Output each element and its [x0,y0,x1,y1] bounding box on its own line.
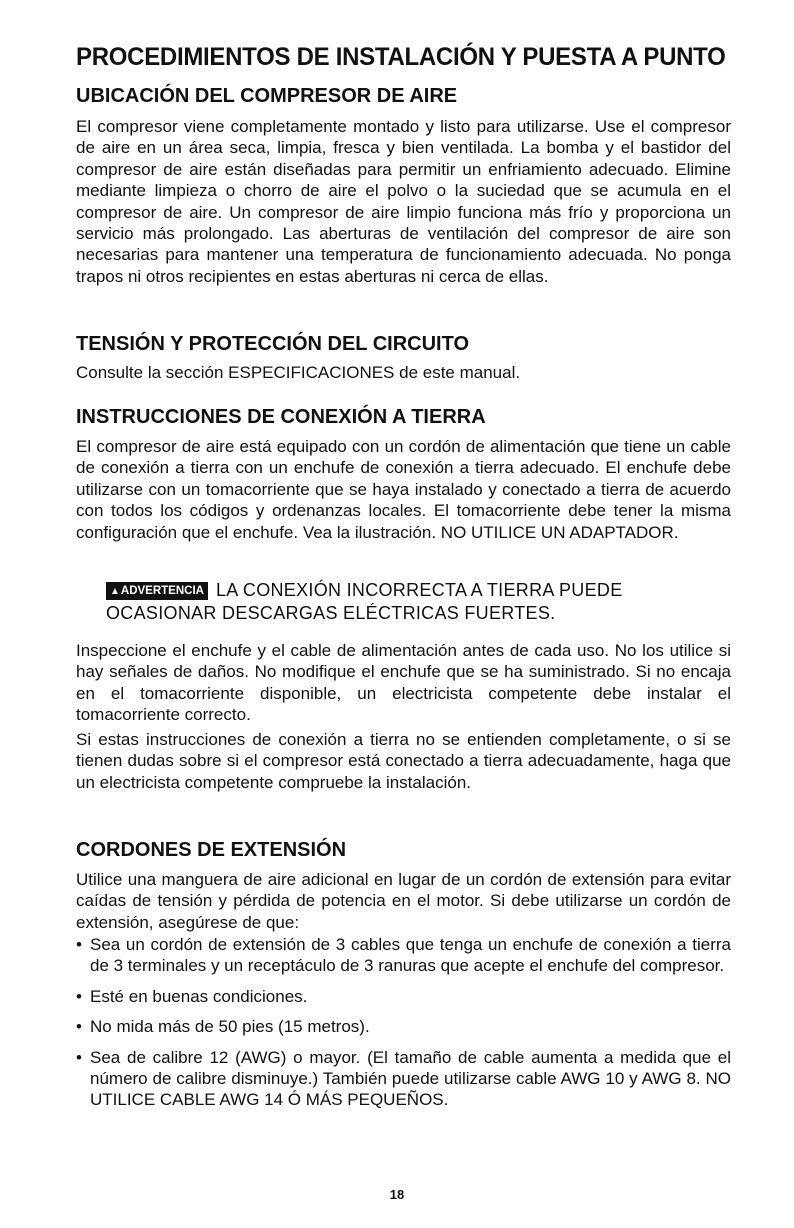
warning-block [106,579,706,625]
section-heading-voltage: TENSIÓN Y PROTECCIÓN DEL CIRCUITO [76,333,470,355]
section-body-voltage: Consulte la sección ESPECIFICACIONES de este manual. [76,363,521,382]
list-item [76,1016,731,1037]
list-item [76,986,731,1007]
list-item-text: Sea un cordón de extensión de 3 cables que tenga un enchufe de conexión a tierra de 3 terminales y un receptáculo de 3 ranuras que acepte el enchufe del compresor. [90,935,731,976]
list-item-text: Sea de calibre 12 (AWG) o mayor. (El tamaño de cable aumenta a medida que el número de calibre disminuye.) También puede utilizarse cable AWG 10 y AWG 8. NO UTILICE CABLE AWG 14 Ó MÁS PEQUEÑOS. [90,1047,731,1110]
warning-text: LA CONEXIÓN INCORRECTA A TIERRA PUEDE OCASIONAR DESCARGAS ELÉCTRICAS FUERTES. [106,580,623,623]
section-body-inspect: Inspeccione el enchufe y el cable de alimentación antes de cada uso. No los utilice si hay señales de daños. No modifique el enchufe que se ha suministrado. Si no encaja en el tomacorriente disponible, un electricista competente debe instalar el tomacorriente correcto. [76,641,731,725]
list-item-text: No mida más de 50 pies (15 metros). [90,1017,370,1037]
bullet-icon: • [76,986,82,1006]
bullet-icon: • [76,935,82,954]
warning-badge [106,582,208,600]
warning-triangle-icon: ▲ [110,586,120,597]
section-heading-extension: CORDONES DE EXTENSIÓN [76,839,347,861]
list-item [76,1047,731,1111]
section-body-location: El compresor viene completamente montado y listo para utilizarse. Use el compresor de aire en un área seca, limpia, fresca y bien ventilada. La bomba y el bastidor del compresor de aire están diseñadas para permitir un enfriamiento adecuado. Elimine mediante limpieza o chorro de aire el polvo o la suciedad que se acumula en el compresor de aire. Un compresor de aire limpio funciona más frío y proporciona un servicio más prolongado. Las aberturas de ventilación del compresor de aire son necesarias para mantener una temperatura de funcionamiento adecuada. No ponga trapos ni otros recipientes en estas aberturas ni cerca de ellas. [76,117,731,286]
section-body-grounding: El compresor de aire está equipado con un cordón de alimentación que tiene un cable de conexión a tierra con un enchufe de conexión a tierra adecuado. El enchufe debe utilizarse con un tomacorriente que se haya instalado y conectado a tierra de acuerdo con todos los códigos y ordenanzas locales. El tomacorriente debe tener la misma configuración que el enchufe. Vea la ilustración. NO UTILICE UN ADAPTADOR. [76,437,731,542]
page-title: PROCEDIMIENTOS DE INSTALACIÓN Y PUESTA A PUNTO [76,43,726,71]
bullet-icon: • [76,1017,82,1037]
section-body-extension: Utilice una manguera de aire adicional en lugar de un cordón de extensión para evitar caídas de tensión y pérdida de potencia en el motor. Si debe utilizarse un cordón de extensión, asegúrese de que: [76,870,731,932]
bullet-icon: • [76,1047,82,1067]
section-heading-grounding: INSTRUCCIONES DE CONEXIÓN A TIERRA [76,406,486,428]
section-body-doubts: Si estas instrucciones de conexión a tierra no se entienden completamente, o si se tienen dudas sobre si el compresor está conectado a tierra adecuadamente, haga que un electricista competente compruebe la instalación. [76,730,731,792]
page-number: 18 [389,1187,405,1202]
list-item [76,934,731,977]
extension-requirements-list [76,934,731,1120]
section-heading-location: UBICACIÓN DEL COMPRESOR DE AIRE [76,85,458,107]
warning-badge-label: ADVERTENCIA [120,585,204,597]
list-item-text: Esté en buenas condiciones. [90,986,308,1006]
